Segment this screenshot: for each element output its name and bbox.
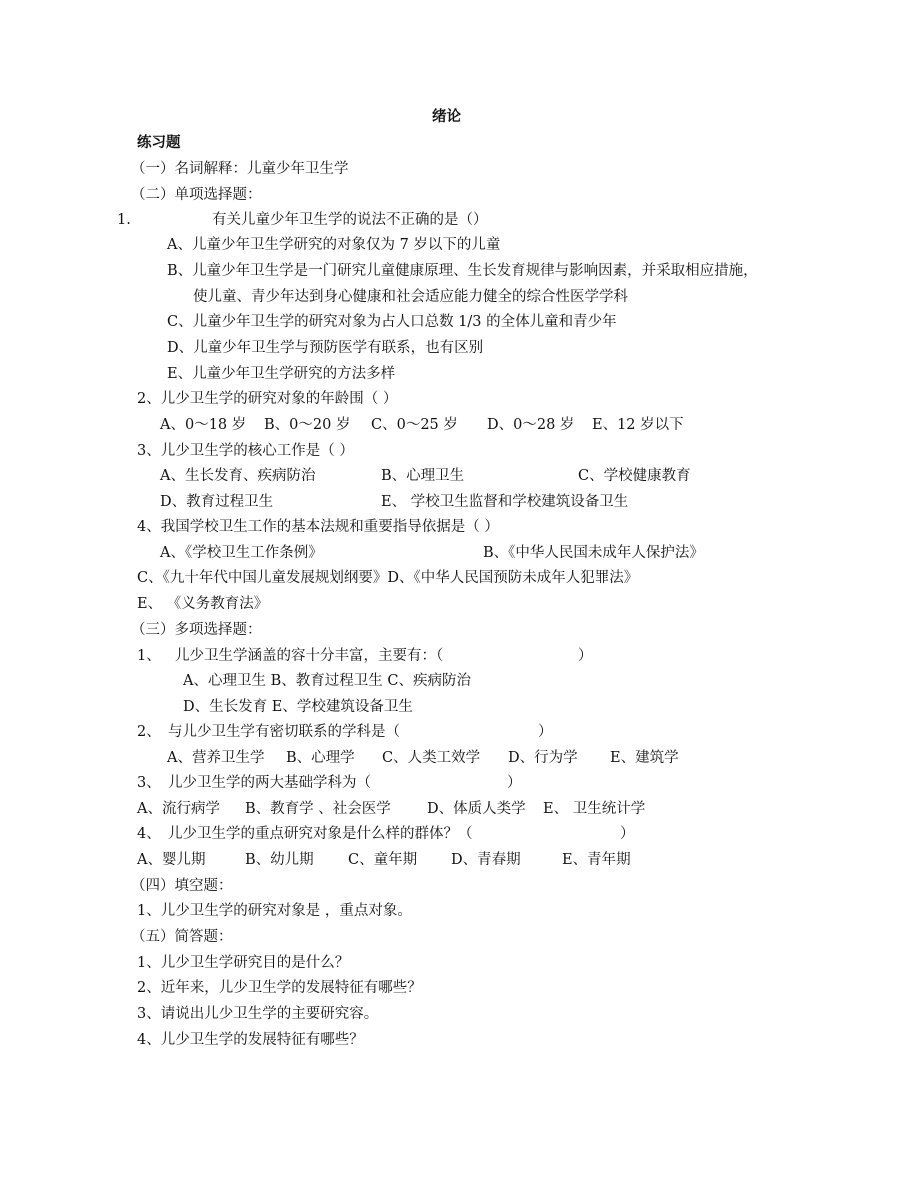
option: C、人类工效学 [382,750,481,766]
option: B、心理卫生 [381,468,465,484]
option: E、 《义务教育法》 [137,596,269,612]
question-number: 1. [117,212,131,228]
question-stem: 儿少卫生学的重点研究对象是什么样的群体？（ [168,826,473,842]
option: C、0～25 岁 [371,417,458,433]
doc-title: 绪论 [432,109,461,125]
option: A、心理卫生 B、教育过程卫生 C、疾病防治 [183,673,471,689]
option: A、生长发育、疾病防治 [160,468,316,484]
option: C、儿童少年卫生学的研究对象为占人口总数 1/3 的全体儿童和青少年 [167,314,617,330]
option: B、0～20 岁 [264,417,351,433]
question-stem: 儿少卫生学的两大基础学科为（ [168,775,371,791]
question-stem: 3、儿少卫生学的核心工作是（ ） [137,443,354,459]
option: B、儿童少年卫生学是一门研究儿童健康原理、生长发育规律与影响因素，并采取相应措施， [167,263,758,279]
question-stem: 与儿少卫生学有密切联系的学科是（ [168,724,400,740]
option: B、心理学 [286,750,355,766]
question-stem: 2、儿少卫生学的研究对象的年龄围（ ） [137,391,398,407]
answer-bracket-close: ） [578,648,593,664]
short-answer-question: 4、儿少卫生学的发展特征有哪些？ [137,1032,364,1048]
option: E、儿童少年卫生学研究的方法多样 [167,366,396,382]
section-3-heading: （三）多项选择题： [131,622,262,638]
option: D、行为学 [508,750,578,766]
option: D、0～28 岁 [487,417,575,433]
option: E、12 岁以下 [592,417,684,433]
option: D、儿童少年卫生学与预防医学有联系，也有区别 [167,340,484,356]
option: C、童年期 [348,852,418,868]
option: A、0～18 岁 [160,417,247,433]
question-number: 3、 [137,775,161,791]
option: A、营养卫生学 [167,750,265,766]
question-number: 2、 [137,724,161,740]
option: B、教育学 、社会医学 [245,801,391,817]
option: E、 卫生统计学 [543,801,646,817]
question-number: 4、 [137,826,161,842]
section-5-heading: （五）简答题： [131,929,233,945]
question-number: 1、 [137,648,161,664]
option: B、幼儿期 [245,852,314,868]
option: D、教育过程卫生 [160,494,274,510]
question-stem: 儿少卫生学涵盖的容十分丰富，主要有：（ [175,648,444,664]
option: B、《中华人民国未成年人保护法》 [483,545,704,561]
short-answer-question: 2、近年来，儿少卫生学的发展特征有哪些？ [137,980,422,996]
option: E、青年期 [562,852,631,868]
answer-bracket-close: ） [507,775,522,791]
short-answer-question: 1、儿少卫生学研究目的是什么？ [137,955,350,971]
section-2-heading: （二）单项选择题： [131,187,262,203]
answer-bracket-close: ） [538,724,553,740]
option: E、 学校卫生监督和学校建筑设备卫生 [381,494,629,510]
answer-bracket-close: ） [620,826,635,842]
option: D、体质人类学 [427,801,526,817]
option: A、流行病学 [137,801,220,817]
option: C、学校健康教育 [578,468,691,484]
option: A、《学校卫生工作条例》 [160,545,323,561]
section-title: 练习题 [137,135,181,151]
question-stem: 4、我国学校卫生工作的基本法规和重要指导依据是（ ） [137,519,499,535]
option: E、建筑学 [610,750,679,766]
option: D、青春期 [451,852,521,868]
fill-in-question: 1、儿少卫生学的研究对象是 ，重点对象。 [137,903,412,919]
section-1-heading: （一）名词解释：儿童少年卫生学 [131,161,349,177]
option: D、生长发育 E、学校建筑设备卫生 [183,699,413,715]
option: A、婴儿期 [137,852,206,868]
option: A、儿童少年卫生学研究的对象仅为 7 岁以下的儿童 [167,237,501,253]
section-4-heading: （四）填空题： [131,878,233,894]
question-stem: 有关儿童少年卫生学的说法不正确的是（） [212,212,488,228]
option: C、《九十年代中国儿童发展规划纲要》D、《中华人民国预防未成年人犯罪法》 [137,570,639,586]
short-answer-question: 3、请说出儿少卫生学的主要研究容。 [137,1006,379,1022]
option-continued: 使儿童、青少年达到身心健康和社会适应能力健全的综合性医学学科 [193,289,628,305]
